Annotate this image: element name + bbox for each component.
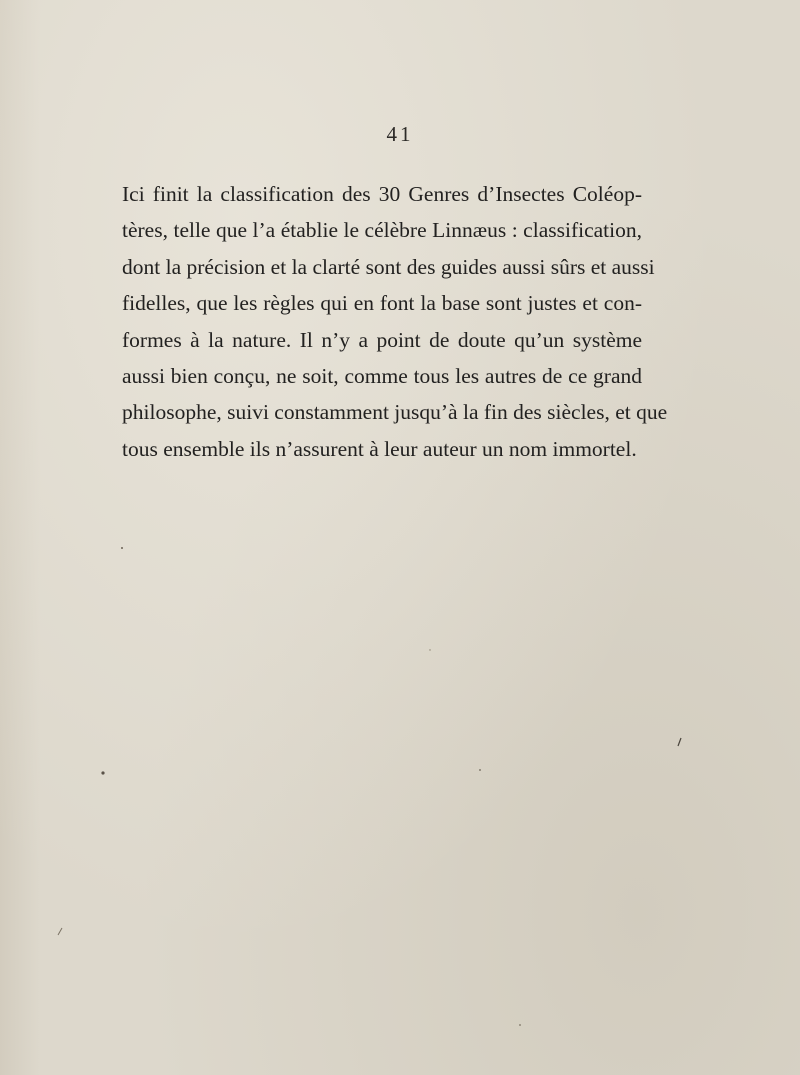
paper-speck <box>121 547 123 549</box>
paragraph-line-4: fidelles, que les règles qui en font la base sont justes et con- <box>122 291 642 316</box>
paragraph-line-3: dont la précision et la clarté sont des guides aussi sûrs et aussi <box>122 254 655 279</box>
paper-mark <box>58 928 62 935</box>
paper-speck <box>519 1024 521 1026</box>
paper-speck <box>101 771 104 774</box>
paper-mark <box>678 738 681 746</box>
paragraph-line-5: formes à la nature. Il n’y a point de doute qu’un système <box>122 327 642 352</box>
paragraph-line-6: aussi bien conçu, ne soit, comme tous les autres de ce grand <box>122 364 642 389</box>
paragraph-line-8: tous ensemble ils n’assurent à leur auteur un nom immortel. <box>122 436 637 461</box>
paragraph-line-1: Ici finit la classification des 30 Genres d’Insectes Coléop- <box>122 182 642 206</box>
body-paragraph <box>122 176 668 467</box>
page-number: 41 <box>386 122 414 146</box>
paragraph-line-7: philosophe, suivi constamment jusqu’à la fin des siècles, et que <box>122 400 668 425</box>
paper-speck <box>429 649 430 650</box>
paper-speck <box>479 769 481 771</box>
paragraph-line-2: tères, telle que l’a établie le célèbre Linnæus : classification, <box>122 218 642 243</box>
